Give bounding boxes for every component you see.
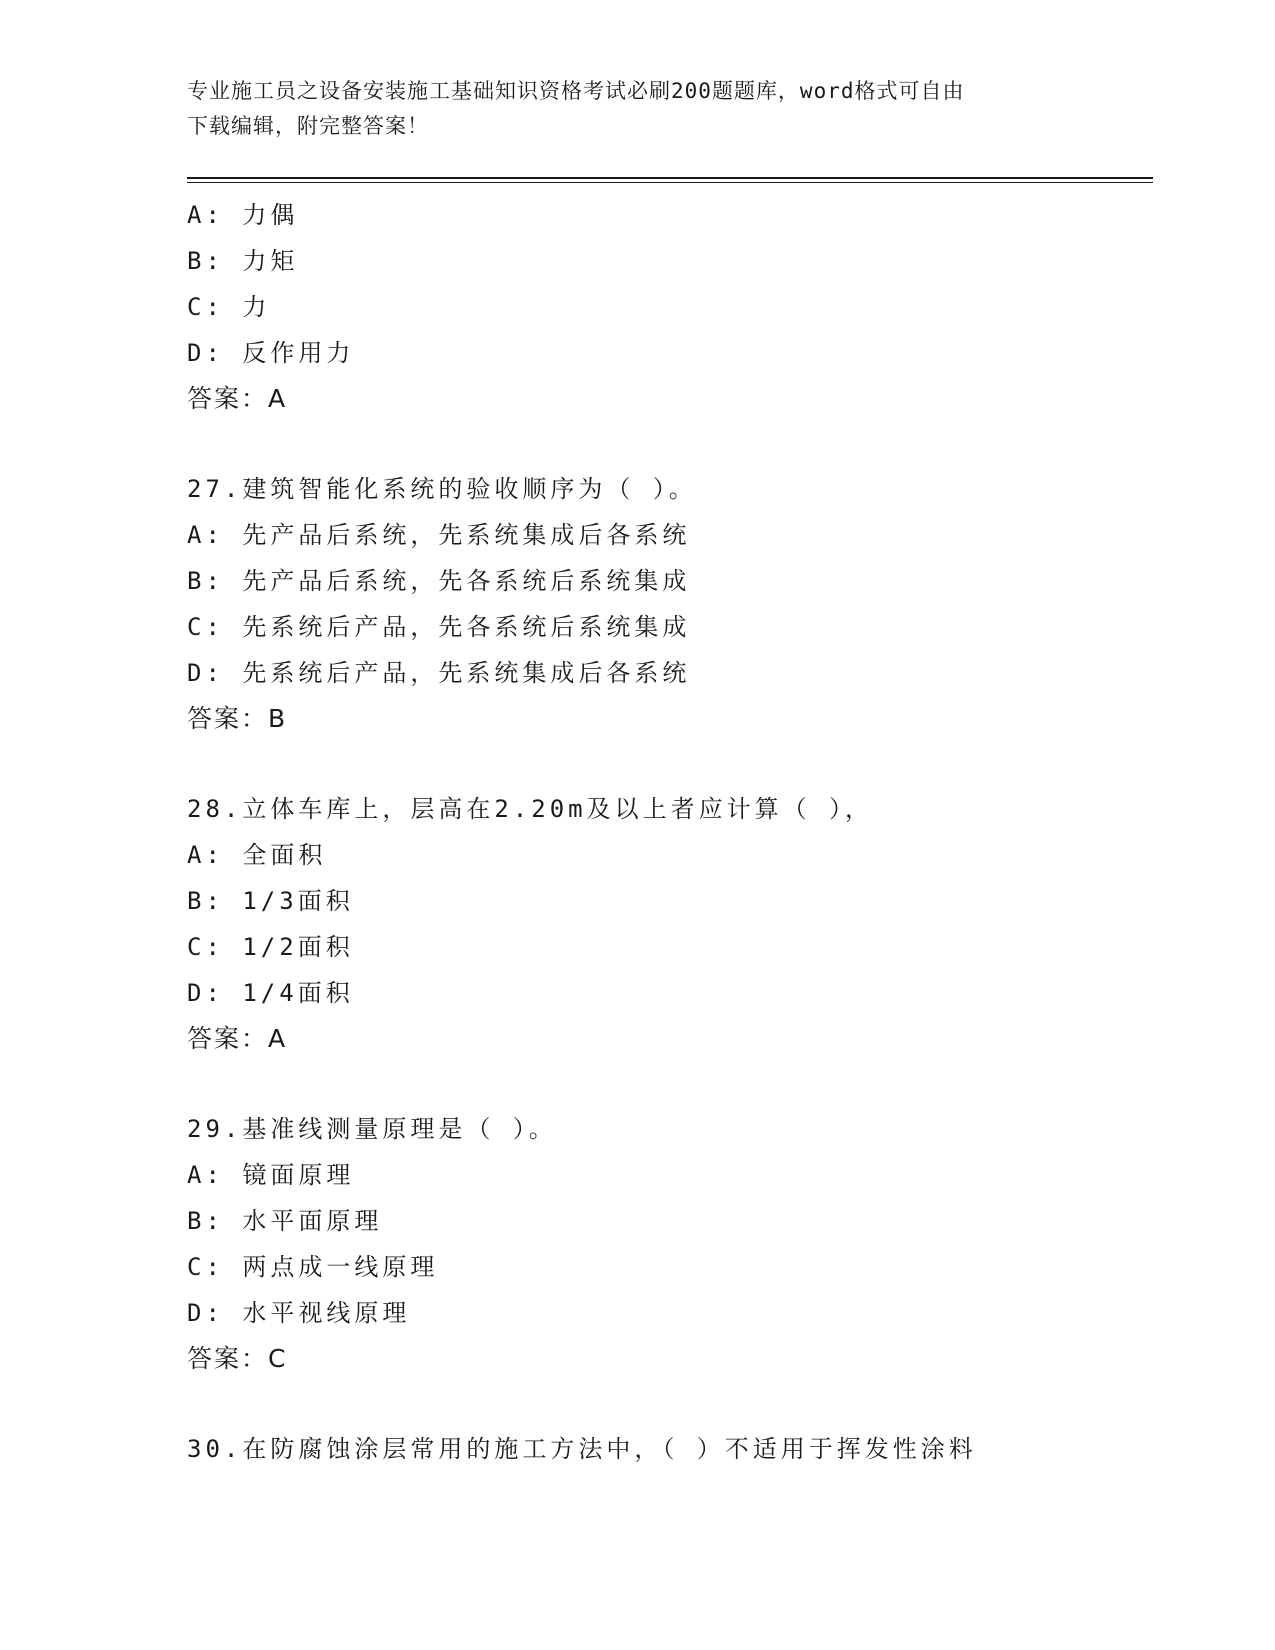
- question-spacer: [187, 1382, 1153, 1426]
- question-block-26: [187, 192, 1153, 422]
- option-a: A: 全面积: [187, 841, 327, 869]
- answer-line: 答案：A: [187, 384, 288, 413]
- option-c: C: 1/2面积: [187, 933, 354, 961]
- question-block-30: [187, 1426, 1153, 1472]
- option-d: D: 先系统后产品，先系统集成后各系统: [187, 659, 691, 687]
- option-d: D: 反作用力: [187, 339, 355, 367]
- option-d: D: 水平视线原理: [187, 1299, 411, 1327]
- option-a: A: 先产品后系统，先系统集成后各系统: [187, 521, 691, 549]
- question-spacer: [187, 742, 1153, 786]
- header-line-1: 专业施工员之设备安装施工基础知识资格考试必刷200题题库，word格式可自由: [187, 79, 965, 103]
- question-block-27: [187, 466, 1153, 742]
- question-spacer: [187, 1062, 1153, 1106]
- question-text: 30.在防腐蚀涂层常用的施工方法中，（ ）不适用于挥发性涂料: [187, 1435, 977, 1463]
- option-b: B: 力矩: [187, 247, 299, 275]
- option-a: A: 镜面原理: [187, 1161, 355, 1189]
- option-c: C: 两点成一线原理: [187, 1253, 439, 1281]
- question-text: 28.立体车库上，层高在2.20m及以上者应计算（ ），: [187, 795, 874, 823]
- answer-line: 答案：B: [187, 704, 288, 733]
- question-list: [187, 192, 1153, 1472]
- option-b: B: 1/3面积: [187, 887, 354, 915]
- question-spacer: [187, 422, 1153, 466]
- option-b: B: 先产品后系统，先各系统后系统集成: [187, 567, 691, 595]
- header-rule-thick: [187, 177, 1153, 179]
- question-text: 29.基准线测量原理是（ ）。: [187, 1115, 557, 1143]
- option-c: C: 力: [187, 293, 271, 321]
- question-text: 27.建筑智能化系统的验收顺序为（ ）。: [187, 475, 697, 503]
- option-c: C: 先系统后产品，先各系统后系统集成: [187, 613, 691, 641]
- answer-line: 答案：A: [187, 1024, 288, 1053]
- option-a: A: 力偶: [187, 201, 299, 229]
- answer-line: 答案：C: [187, 1344, 288, 1373]
- document-header: [187, 74, 1067, 144]
- header-rule-thin: [187, 182, 1153, 183]
- header-line-2: 下载编辑，附完整答案！: [187, 114, 429, 138]
- option-d: D: 1/4面积: [187, 979, 354, 1007]
- question-block-28: [187, 786, 1153, 1062]
- question-block-29: [187, 1106, 1153, 1382]
- option-b: B: 水平面原理: [187, 1207, 383, 1235]
